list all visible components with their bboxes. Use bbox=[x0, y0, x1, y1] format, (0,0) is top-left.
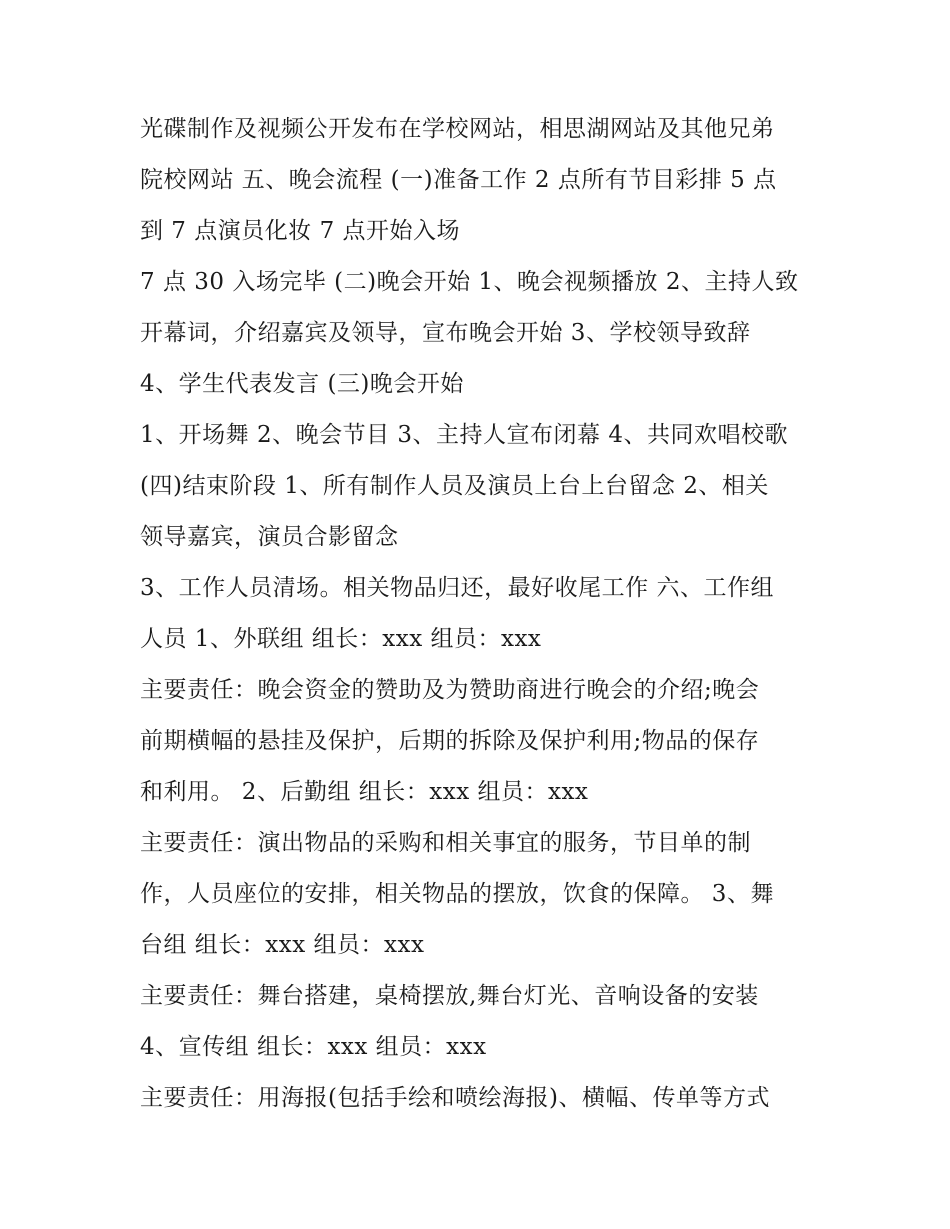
text-line: 主要责任：演出物品的采购和相关事宜的服务，节目单的制 bbox=[140, 830, 751, 856]
text-line: 到 7 点演员化妆 7 点开始入场 bbox=[140, 218, 461, 244]
text-line: 7 点 30 入场完毕 (二)晚会开始 1、晚会视频播放 2、主持人致 bbox=[140, 269, 799, 295]
text-line: 4、学生代表发言 (三)晚会开始 bbox=[140, 371, 464, 397]
text-line: 主要责任：晚会资金的赞助及为赞助商进行晚会的介绍;晚会 bbox=[140, 677, 760, 703]
text-line: 前期横幅的悬挂及保护，后期的拆除及保护利用;物品的保存 bbox=[140, 728, 760, 754]
text-line: 4、宣传组 组长：xxx 组员：xxx bbox=[140, 1034, 487, 1060]
text-line: 主要责任：用海报(包括手绘和喷绘海报)、横幅、传单等方式 bbox=[140, 1085, 770, 1111]
text-line: 和利用。 2、后勤组 组长：xxx 组员：xxx bbox=[140, 779, 589, 805]
text-line: 台组 组长：xxx 组员：xxx bbox=[140, 932, 425, 958]
text-line: 开幕词，介绍嘉宾及领导，宣布晚会开始 3、学校领导致辞 bbox=[140, 320, 751, 346]
text-line: 作，人员座位的安排，相关物品的摆放，饮食的保障。 3、舞 bbox=[140, 881, 774, 907]
text-line: 院校网站 五、晚会流程 (一)准备工作 2 点所有节目彩排 5 点 bbox=[140, 167, 777, 193]
text-line: 1、开场舞 2、晚会节目 3、主持人宣布闭幕 4、共同欢唱校歌 bbox=[140, 422, 788, 448]
text-line: 人员 1、外联组 组长：xxx 组员：xxx bbox=[140, 626, 542, 652]
text-line: 3、工作人员清场。相关物品归还，最好收尾工作 六、工作组 bbox=[140, 575, 774, 601]
text-line: 领导嘉宾，演员合影留念 bbox=[140, 524, 399, 550]
text-line: (四)结束阶段 1、所有制作人员及演员上台上台留念 2、相关 bbox=[140, 473, 769, 499]
text-line: 主要责任：舞台搭建，桌椅摆放,舞台灯光、音响设备的安装 bbox=[140, 983, 759, 1009]
document-body bbox=[140, 104, 820, 1124]
text-line: 光碟制作及视频公开发布在学校网站，相思湖网站及其他兄弟 bbox=[140, 116, 775, 142]
